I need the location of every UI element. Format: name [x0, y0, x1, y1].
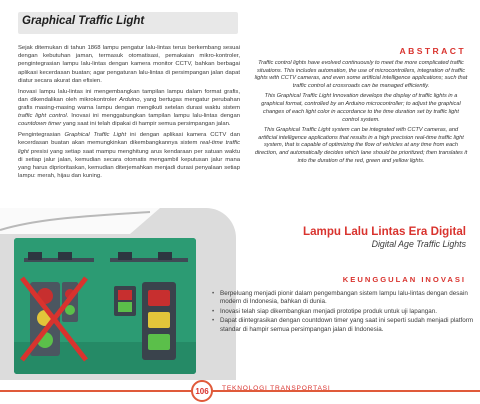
page-number-badge — [191, 380, 213, 402]
paragraph-2: Inovasi lampu lalu-lintas ini mengembangkan tampilan lampu dalam format grafis, dan dikendalikan oleh mikrokontroler Arduino, yang bertugas mengatur perubahan grafis masing-masing warna lampu dengan mengikuti setelan durasi waktu sistem traffic light control. Inovasi ini menggabungkan tampilan lampu lalu-lintas dengan countdown timer yang saat ini telah dipakai di hampir semua persimpangan jalan. — [18, 88, 241, 128]
paragraph-1: Sejak ditemukan di tahun 1868 lampu pengatur lalu-lintas terus berkembang sesuai dengan kebutuhan jaman, termasuk otomatisasi, pemakaian mikro-kontroler, pengintegrasian lampu lalu-lintas dengan kamera monitor CCTV, bahkan berbagai aplikasi kecerdasan buatan; agar pengaturan lalu-lintas di persimpangan jalan dapat diatur secara akurat dan efisien. — [18, 45, 240, 84]
abstract-text — [254, 60, 468, 168]
footer-label: TEKNOLOGI TRANSPORTASI — [222, 385, 331, 392]
traffic-light-illustration — [14, 238, 196, 374]
section-title: Lampu Lalu Lintas Era Digital — [303, 225, 466, 238]
old-traffic-light-icon — [22, 278, 86, 360]
page-title: Graphical Traffic Light — [22, 15, 145, 27]
advantages-list — [212, 290, 474, 335]
list-item: • Dapat diintegrasikan dengan countdown timer yang saat ini seperti sudah menjadi platform standar di hampir semua persimpangan jalan di Indonesia. — [212, 317, 474, 334]
decorative-ribbon — [0, 208, 160, 234]
paragraph-3: Pengintegrasian Graphical Traffic Light ini dengan aplikasi kamera CCTV dan kecerdasan buatan akan memungkinkan dikembangkannya sistem real-time traffic light presisi yang setiap saat mampu menghitung arus kendaraan per satuan waktu di setiap jalur jalan, kemudian secara otomatis mengambil keputusan jalur mana yang harus diprioritaskan, kemudian diterjemahkan menjadi durasi penyalaan setiap lampu: merah, hijau dan kuning. — [18, 132, 241, 180]
traffic-light-drawing — [14, 238, 196, 374]
list-item: • Berpeluang menjadi pionir dalam pengembangan sistem lampu lalu-lintas dengan desain modern di Indonesia, bahkan di dunia. — [212, 290, 474, 307]
abstract-paragraph-2: This Graphical Traffic Light Innovation develops the display of traffic lights in a graphical format, controlled by an Arduino microcontroller; to adjust the graphical changes of each light color in accordance to the time duration set by traffic light control system. — [261, 93, 461, 123]
page-number: 106 — [195, 387, 209, 396]
abstract-paragraph-3: This Graphical Traffic Light system can be integrated with CCTV cameras, and artificial intelligence applications that results in a high precision real-time traffic light system, that is capable of optimizing the flow of vehicles at any time from each direction, and automatically decides which lane should be prioritized; then translates it into the duration of the red, green and yellow lights. — [254, 126, 468, 164]
body-text — [18, 44, 240, 183]
section-subtitle: Digital Age Traffic Lights — [371, 239, 466, 249]
advantages-heading: KEUNGGULAN INOVASI — [342, 275, 466, 284]
abstract-paragraph-1: Traffic control lights have evolved continuously to meet the more complicated traffic situations. This includes automation, the use of microcontrollers, integration of traffic lights with CCTV cameras, and even some artificial intelligence applications; such that traffic control at crossroads can be managed efficiently. — [254, 60, 468, 90]
title-bar — [18, 12, 238, 34]
list-item: • Inovasi telah siap dikembangkan menjadi prototipe produk untuk uji lapangan. — [212, 308, 474, 316]
abstract-heading: ABSTRACT — [399, 46, 466, 56]
